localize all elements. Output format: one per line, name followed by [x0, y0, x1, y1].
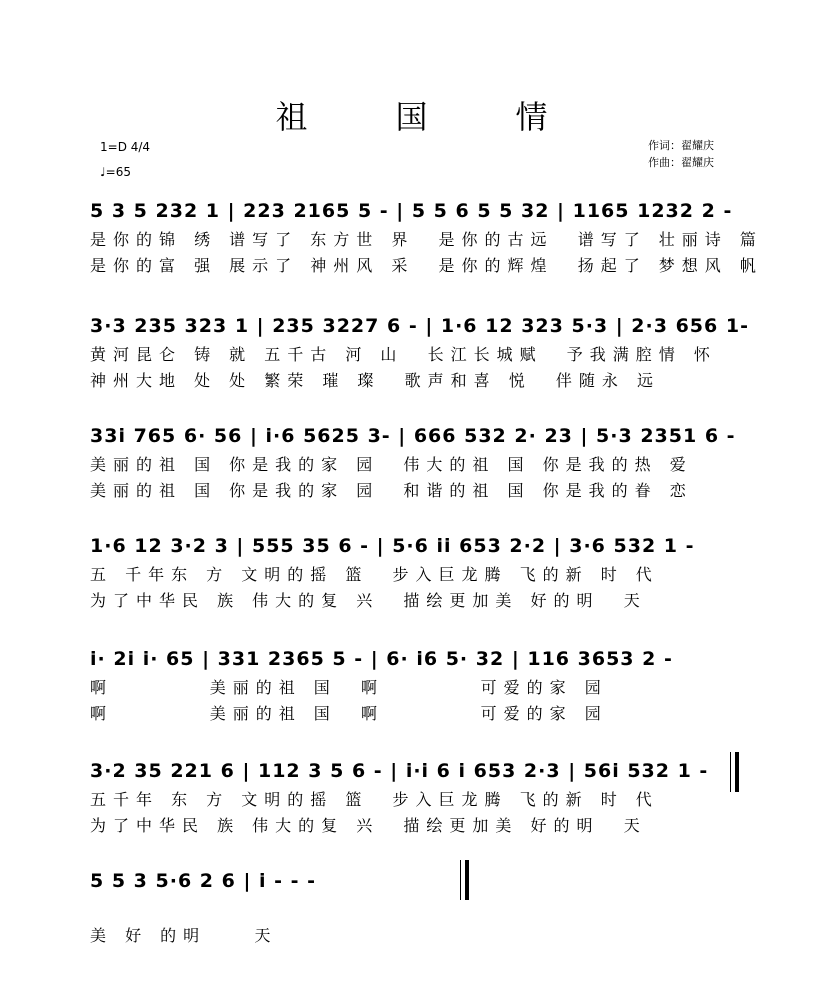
lyricist-credit: 作词：翟耀庆: [648, 139, 714, 152]
song-title: 祖 国 情: [275, 98, 576, 136]
lyrics-verse-1: 五千年 东 方 文明的摇 篮 步入巨龙腾 飞的新 时 代: [90, 790, 659, 809]
lyrics-verse-1: 黄河昆仑 铸 就 五千古 河 山 长江长城赋 予我满腔情 怀: [90, 345, 717, 364]
lyrics-verse-2: 是你的富 强 展示了 神州风 采 是你的辉煌 扬起了 梦想风 帆: [90, 256, 763, 275]
lyrics-verse-2: 为了中华民 族 伟大的复 兴 描绘更加美 好的明 天: [90, 816, 647, 835]
notation-line: 3·2 35 221 6 | 112 3 5 6 - | i·i 6 i 653 2·3 | 56i 532 1 -: [90, 760, 709, 782]
lyrics-verse-2: 美丽的祖 国 你是我的家 园 和谐的祖 国 你是我的眷 恋: [90, 481, 693, 500]
composer-credit: 作曲：翟耀庆: [648, 156, 714, 169]
lyrics-verse-1: 五 千年东 方 文明的摇 篮 步入巨龙腾 飞的新 时 代: [90, 565, 659, 584]
repeat-barline: [730, 752, 739, 792]
notation-line: i· 2i i· 65 | 331 2365 5 - | 6· i6 5· 32 | 116 3653 2 -: [90, 648, 673, 670]
lyrics-verse-1: 啊 美丽的祖 国 啊 可爱的家 园: [90, 678, 608, 697]
credits: [648, 137, 714, 171]
notation-line: 5 5 3 5·6 2 6 | i - - -: [90, 870, 317, 892]
lyrics-verse-2: 为了中华民 族 伟大的复 兴 描绘更加美 好的明 天: [90, 591, 647, 610]
lyrics-verse-1: 是你的锦 绣 谱写了 东方世 界 是你的古远 谱写了 壮丽诗 篇: [90, 230, 763, 249]
score-line-7: [90, 865, 750, 949]
lyrics-verse-1: 美 好 的明 天: [90, 926, 278, 945]
score-line-5: [90, 643, 750, 727]
lyrics-verse-2: 神州大地 处 处 繁荣 璀 璨 歌声和喜 悦 伴随永 远: [90, 371, 660, 390]
tempo-marking: ♩=65: [100, 165, 131, 179]
notation-line: 33i 765 6· 56 | i·6 5625 3- | 666 532 2· 23 | 5·3 2351 6 -: [90, 425, 736, 447]
score-line-6: [90, 755, 750, 839]
notation-line: 3·3 235 323 1 | 235 3227 6 - | 1·6 12 323 5·3 | 2·3 656 1-: [90, 315, 749, 337]
notation-line: 1·6 12 3·2 3 | 555 35 6 - | 5·6 ii 653 2·2 | 3·6 532 1 -: [90, 535, 695, 557]
score-line-4: [90, 530, 750, 614]
score-line-2: [90, 310, 750, 394]
score-line-1: [90, 195, 763, 279]
lyrics-verse-2: 啊 美丽的祖 国 啊 可爱的家 园: [90, 704, 608, 723]
score-line-3: [90, 420, 750, 504]
notation-line: 5 3 5 232 1 | 223 2165 5 - | 5 5 6 5 5 32 | 1165 1232 2 -: [90, 200, 733, 222]
final-barline: [460, 860, 469, 900]
key-signature: 1=D 4/4: [100, 140, 151, 154]
lyrics-verse-1: 美丽的祖 国 你是我的家 园 伟大的祖 国 你是我的热 爱: [90, 455, 693, 474]
